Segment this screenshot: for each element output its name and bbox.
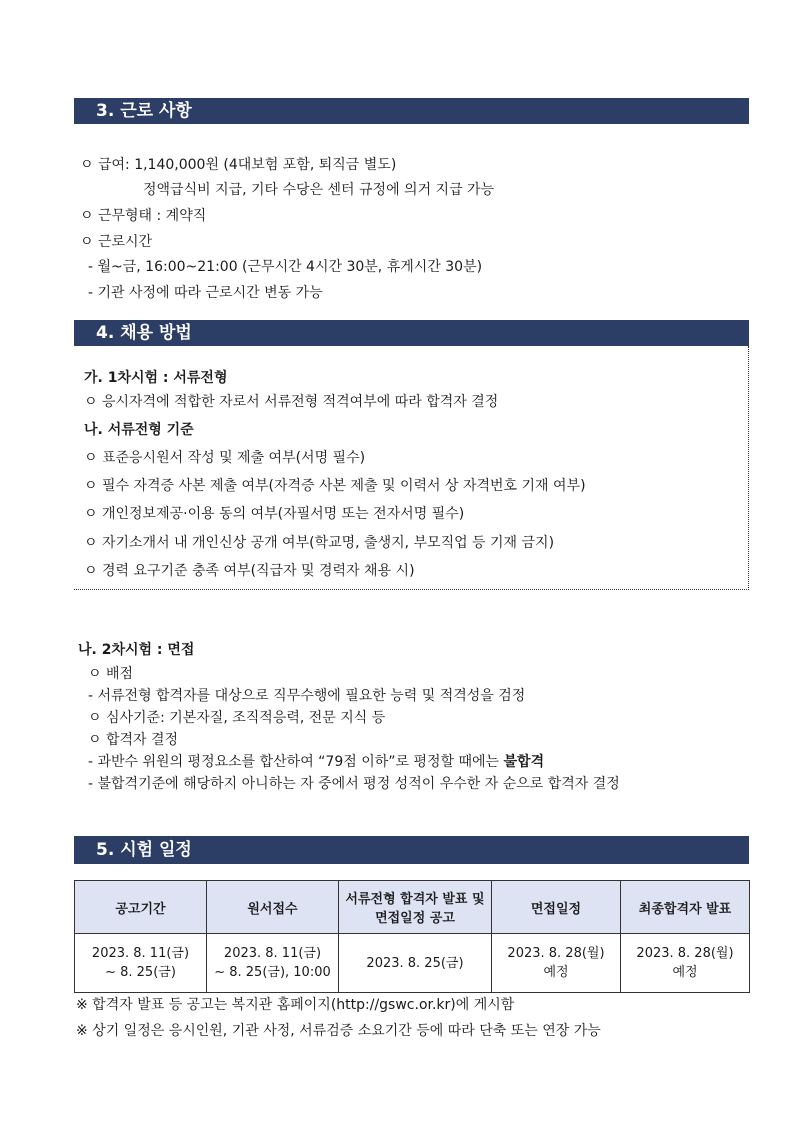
section-header-exam-schedule: 5. 시험 일정 [74, 836, 749, 864]
header-document-result-line1: 서류전형 합격자 발표 및 [345, 892, 485, 907]
cell-line: 2023. 8. 11(금) [91, 946, 190, 961]
salary-note: 정액급식비 지급, 기타 수당은 센터 규정에 의거 지급 가능 [143, 182, 495, 198]
cell-line: 예정 [543, 965, 569, 980]
header-notice-period: 공고기간 [75, 881, 207, 934]
fail-rule-text: - 과반수 위원의 평정요소를 합산하여 “79점 이하”로 평정할 때에는 [88, 754, 504, 770]
header-document-result [339, 881, 492, 934]
schedule-note: ※ 합격자 발표 등 공고는 복지관 홈페이지(http://gswc.or.kr)에 게시함 [76, 997, 515, 1013]
header-final-result: 최종합격자 발표 [621, 881, 750, 934]
criteria-item: ㅇ 개인정보제공·이용 동의 여부(자필서명 또는 전자서명 필수) [84, 506, 465, 522]
cell-final-result [621, 934, 750, 993]
criteria-item: ㅇ 필수 자격증 사본 제출 여부(자격증 사본 제출 및 이력서 상 자격번호 기재 여부) [84, 478, 586, 494]
first-exam-item: ㅇ 응시자격에 적합한 자로서 서류전형 적격여부에 따라 합격자 결정 [84, 394, 499, 410]
cell-line: 2023. 8. 28(월) [636, 946, 734, 961]
criteria-item: ㅇ 표준응시원서 작성 및 제출 여부(서명 필수) [84, 450, 366, 466]
work-hours-note: - 기관 사정에 따라 근로시간 변동 가능 [88, 285, 323, 301]
cell-line: 2023. 8. 25(금) [366, 955, 464, 971]
cell-notice-period [75, 934, 207, 993]
work-type-line: ㅇ 근무형태 : 계약직 [80, 208, 207, 224]
cell-line: 예정 [672, 965, 698, 980]
second-exam-title: 나. 2차시험 : 면접 [78, 642, 195, 658]
section-header-work-conditions: 3. 근로 사항 [74, 98, 749, 124]
cell-interview-date [492, 934, 621, 993]
second-exam-item: ㅇ 배점 [88, 666, 134, 682]
criteria-item: ㅇ 경력 요구기준 충족 여부(직급자 및 경력자 채용 시) [84, 563, 415, 579]
fail-rule-emphasis: 불합격 [503, 754, 545, 770]
criteria-item: ㅇ 자기소개서 내 개인신상 공개 여부(학교명, 출생지, 부모직업 등 기재 금지) [84, 535, 555, 551]
work-hours-detail: - 월~금, 16:00~21:00 (근무시간 4시간 30분, 휴게시간 30분) [88, 259, 483, 275]
cell-line: 2023. 8. 11(금) [223, 946, 322, 961]
schedule-data-row [75, 934, 750, 993]
second-exam-item: ㅇ 심사기준: 기본자질, 조직적응력, 전문 지식 등 [88, 710, 386, 726]
second-exam-item: ㅇ 합격자 결정 [88, 732, 179, 748]
cell-application [207, 934, 339, 993]
exam-schedule-table [74, 880, 750, 993]
fail-rule-line [88, 753, 544, 771]
header-interview-date: 면접일정 [492, 881, 621, 934]
cell-line: ~ 8. 25(금) [105, 965, 176, 980]
header-document-result-line2: 면접일정 공고 [375, 911, 455, 926]
cell-line: ~ 8. 25(금), 10:00 [214, 965, 331, 980]
header-application: 원서접수 [207, 881, 339, 934]
schedule-header-row [75, 881, 750, 934]
work-hours-label: ㅇ 근로시간 [80, 234, 153, 250]
pass-rule-line: - 불합격기준에 해당하지 아니하는 자 중에서 평정 성적이 우수한 자 순으로 합격자 결정 [88, 776, 620, 792]
salary-line: ㅇ 급여: 1,140,000원 (4대보험 포함, 퇴직금 별도) [80, 157, 397, 173]
first-exam-title: 가. 1차시험 : 서류전형 [84, 370, 228, 386]
second-exam-item: - 서류전형 합격자를 대상으로 직무수행에 필요한 능력 및 적격성을 검정 [88, 688, 526, 704]
cell-line: 2023. 8. 28(월) [507, 946, 605, 961]
section-header-recruitment-method: 4. 채용 방법 [74, 320, 749, 346]
screening-criteria-title: 나. 서류전형 기준 [84, 422, 194, 438]
schedule-note: ※ 상기 일정은 응시인원, 기관 사정, 서류검증 소요기간 등에 따라 단축 또는 연장 가능 [76, 1023, 601, 1039]
cell-document-result [339, 934, 492, 993]
